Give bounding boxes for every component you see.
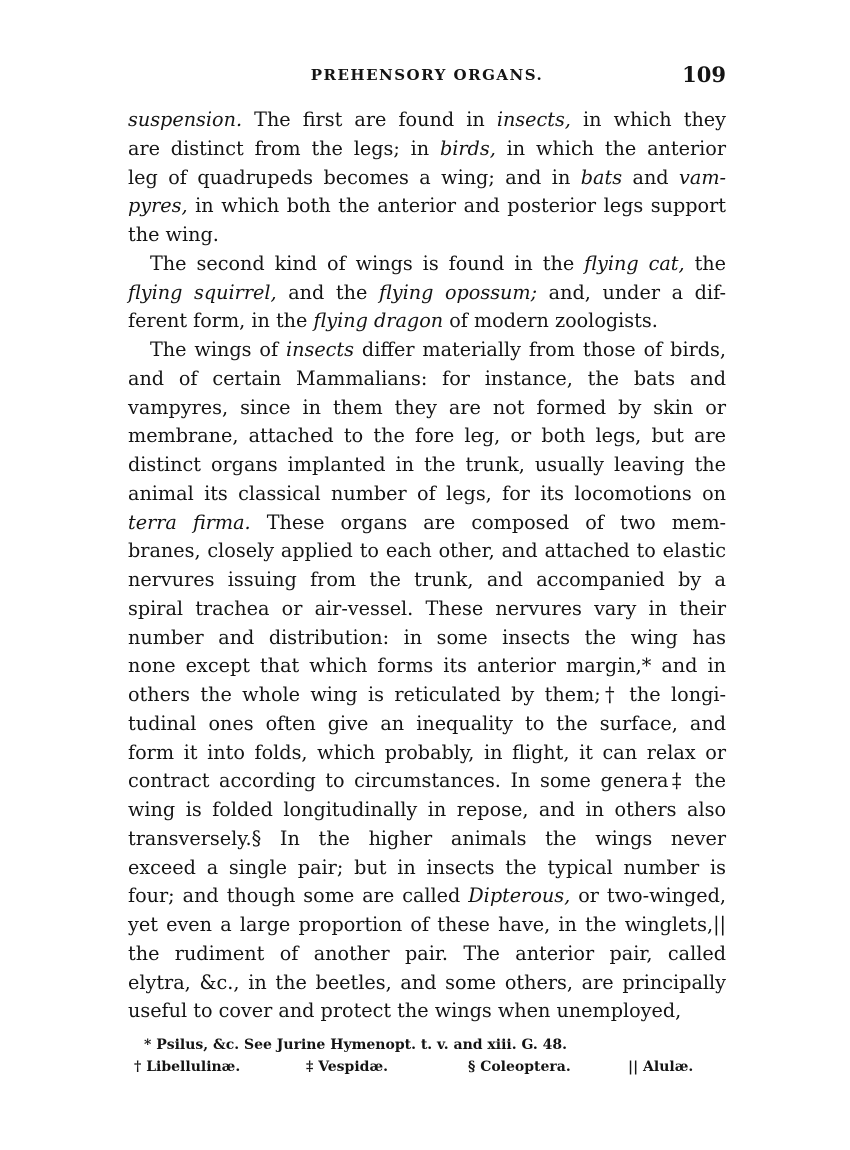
text-run: and — [622, 165, 680, 189]
text-run: spiral trachea or air-vessel. These nervures vary in their — [128, 596, 726, 620]
text-line — [128, 221, 726, 250]
text-run: of modern zoologists. — [443, 309, 658, 333]
footnote-row — [132, 1056, 726, 1078]
italic-run: birds, — [439, 136, 496, 160]
text-line — [128, 624, 726, 653]
text-run: vampyres, since in them they are not formed by skin or — [128, 395, 726, 419]
text-run: These organs are composed of two mem- — [250, 510, 727, 534]
text-line — [128, 997, 726, 1026]
text-line — [128, 882, 726, 911]
text-run: distinct organs implanted in the trunk, usually leaving the — [128, 453, 726, 476]
text-line — [128, 796, 726, 825]
footnote-vespidae: ‡ Vespidæ. — [306, 1059, 388, 1075]
italic-run: insects, — [496, 108, 571, 131]
text-line — [128, 595, 726, 624]
text-line — [128, 566, 726, 595]
text-run: membrane, attached to the fore leg, or both legs, but are — [128, 424, 726, 448]
text-run: or two-winged, — [570, 884, 727, 908]
text-run: The wings of — [150, 338, 286, 361]
text-run: number and distribution: in some insects the wing has — [128, 625, 726, 649]
footnote-psilus: * Psilus, &c. See Jurine Hymenopt. t. v. and xiii. G. 48. — [144, 1037, 568, 1053]
italic-run: terra firma. — [128, 510, 251, 534]
text-line — [128, 911, 726, 940]
running-title: PREHENSORY ORGANS. — [310, 66, 544, 84]
text-run: leg of quadrupeds becomes a wing; and in — [128, 165, 581, 189]
text-line — [128, 969, 726, 998]
text-line — [128, 451, 726, 480]
text-line — [128, 854, 726, 883]
text-line — [128, 307, 726, 336]
footnote-alulae: || Alulæ. — [628, 1059, 694, 1075]
text-run: elytra, &c., in the beetles, and some others, are principally — [128, 970, 726, 994]
text-line — [128, 250, 726, 279]
text-run: nervures issuing from the trunk, and accompanied by a — [128, 568, 726, 591]
text-run: others the whole wing is reticulated by them;† the longi- — [128, 683, 726, 706]
text-line — [128, 652, 726, 681]
text-run: useful to cover and protect the wings when unemployed, — [128, 999, 682, 1023]
text-line — [128, 336, 726, 365]
text-line — [128, 279, 726, 308]
text-run: the — [684, 251, 727, 275]
text-run: exceed a single pair; but in insects the typical number is — [128, 855, 726, 879]
text-line — [128, 394, 726, 423]
text-line — [128, 106, 726, 135]
paragraph — [128, 106, 726, 250]
text-run: ferent form, in the — [128, 309, 314, 333]
text-line — [128, 739, 726, 768]
text-line — [128, 537, 726, 566]
page-number: 109 — [682, 62, 726, 87]
running-head — [128, 62, 726, 92]
italic-run: flying squirrel, — [128, 280, 277, 304]
text-run: yet even a large proportion of these have, in the winglets,|| — [128, 913, 726, 936]
italic-run: insects — [285, 338, 354, 361]
text-run: none except that which forms its anterior margin,* and in — [128, 654, 726, 678]
italic-run: bats — [580, 165, 623, 189]
italic-run: suspension. — [128, 108, 243, 131]
text-run: the wing. — [128, 223, 219, 246]
text-run: in which the anterior — [495, 136, 726, 160]
text-line — [128, 825, 726, 854]
text-line — [128, 164, 726, 193]
text-run: branes, closely applied to each other, and attached to elastic — [128, 539, 726, 563]
italic-run: flying dragon — [313, 309, 444, 333]
text-line — [128, 135, 726, 164]
paragraph — [128, 336, 726, 1026]
body-text — [128, 106, 726, 1026]
italic-run: Dipterous, — [468, 884, 571, 908]
text-run: form it into folds, which probably, in flight, it can relax or — [128, 740, 726, 764]
paragraph — [128, 250, 726, 336]
text-run: in which they — [570, 108, 727, 131]
text-run: are distinct from the legs; in — [128, 136, 440, 160]
text-run: and of certain Mammalians: for instance, the bats and — [128, 366, 726, 390]
text-line — [128, 767, 726, 796]
text-run: tudinal ones often give an inequality to the surface, and — [128, 711, 726, 735]
text-line — [128, 422, 726, 451]
text-run: The second kind of wings is found in the — [150, 251, 585, 275]
text-line — [128, 710, 726, 739]
text-run: wing is folded longitudinally in repose, and in others also — [128, 798, 726, 821]
text-run: four; and though some are called — [128, 884, 469, 908]
text-run: and the — [276, 280, 379, 304]
italic-run: pyres, — [128, 194, 188, 218]
text-line — [128, 192, 726, 221]
italic-run: vam- — [679, 165, 727, 189]
text-line — [128, 480, 726, 509]
text-run: the rudiment of another pair. The anterior pair, called — [128, 941, 726, 965]
text-run: in which both the anterior and posterior legs support — [187, 194, 726, 218]
text-run: The first are found in — [242, 108, 497, 131]
text-run: and, under a dif- — [537, 280, 726, 304]
text-run: contract according to circumstances. In some genera‡ the — [128, 769, 726, 793]
text-line — [128, 940, 726, 969]
italic-run: flying opossum; — [378, 280, 538, 304]
footnote-libellulinae: † Libellulinæ. — [134, 1059, 241, 1075]
text-run: transversely.§ In the higher animals the wings never — [128, 826, 726, 850]
footnote-coleoptera: § Coleoptera. — [468, 1059, 571, 1075]
text-run: animal its classical number of legs, for its locomotions on — [128, 481, 726, 505]
text-line — [128, 681, 726, 710]
footnotes — [132, 1034, 726, 1078]
italic-run: flying cat, — [584, 251, 685, 275]
text-line — [128, 365, 726, 394]
text-run: differ materially from those of birds, — [353, 338, 726, 361]
text-line — [128, 509, 726, 538]
